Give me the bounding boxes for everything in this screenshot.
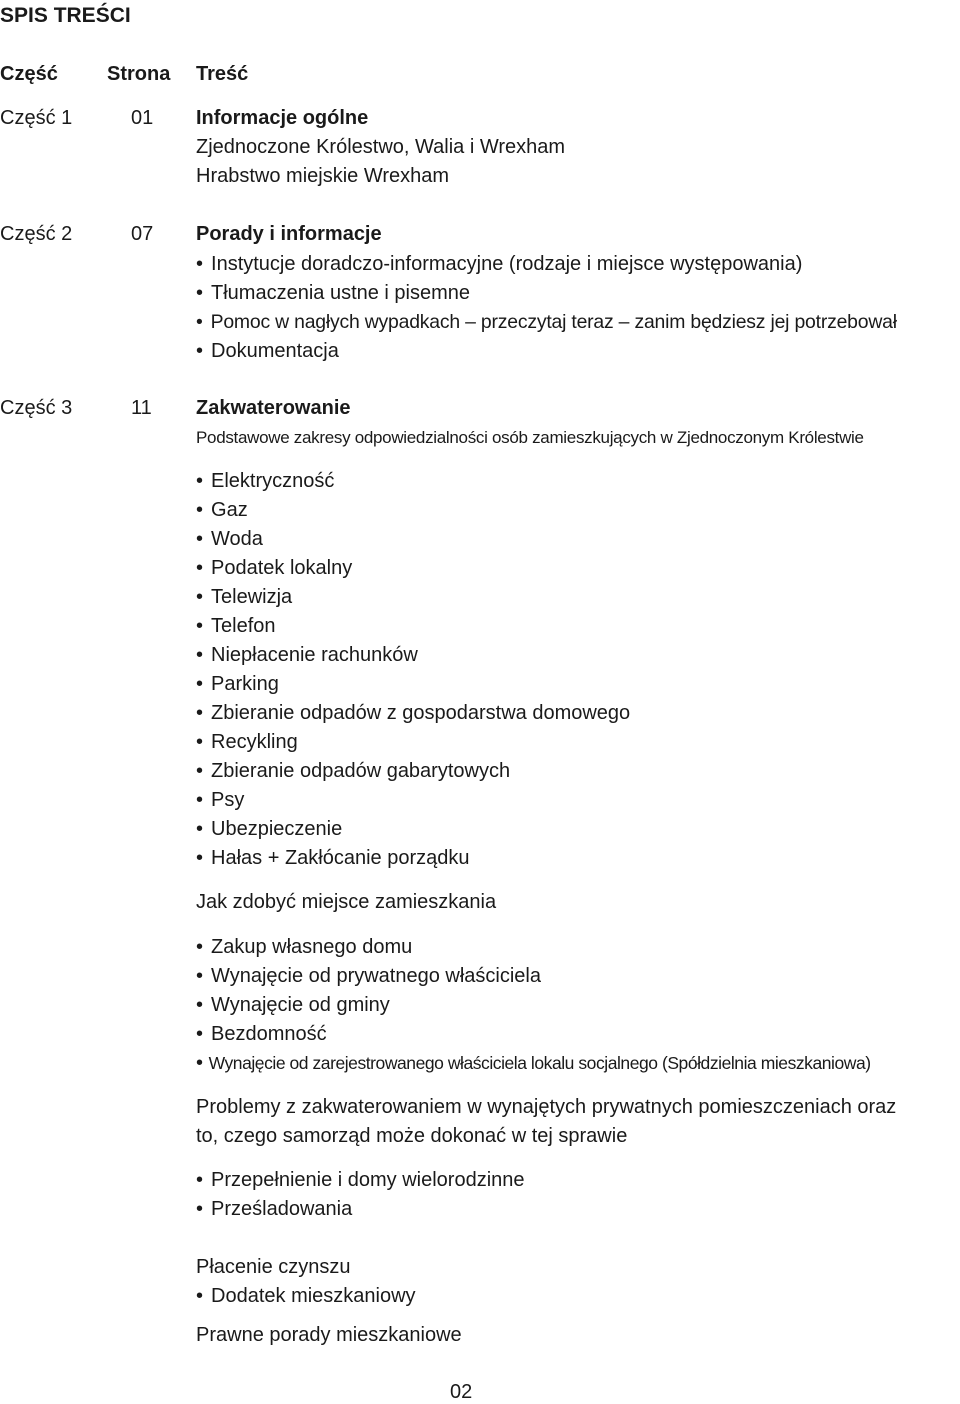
part1-heading: Informacje ogólne (196, 107, 369, 129)
list-item: • Telewizja (196, 585, 292, 609)
list-item: • Instytucje doradczo-informacyjne (rodzaje i miejsce występowania) (196, 252, 802, 276)
part2-page: 07 (131, 223, 154, 245)
header-part: Część (0, 63, 58, 85)
part2-heading: Porady i informacje (196, 223, 382, 245)
list-item: • Gaz (196, 498, 248, 522)
header-page: Strona (107, 63, 171, 85)
list-item (196, 1051, 871, 1075)
part1-page: 01 (131, 107, 154, 129)
list-item: • Dokumentacja (196, 339, 339, 363)
part1-label: Część 1 (0, 107, 73, 129)
section-heading: to, czego samorząd może dokonać w tej sprawie (196, 1125, 628, 1147)
list-item: • Ubezpieczenie (196, 817, 342, 841)
list-item: • Hałas + Zakłócanie porządku (196, 846, 470, 870)
list-item: • Tłumaczenia ustne i pisemne (196, 281, 470, 305)
list-item: • Elektryczność (196, 469, 334, 493)
part2-label: Część 2 (0, 223, 73, 245)
page-title: SPIS TREŚCI (0, 4, 131, 27)
header-content: Treść (196, 63, 249, 85)
list-item: • Bezdomność (196, 1022, 327, 1046)
list-item: • Woda (196, 527, 263, 551)
list-item-text: Wynajęcie od zarejestrowanego właściciela lokalu socjalnego (Spółdzielnia mieszkaniowa) (208, 1053, 871, 1073)
section-heading: Prawne porady mieszkaniowe (196, 1324, 462, 1346)
part3-heading: Zakwaterowanie (196, 397, 351, 419)
list-item: • Prześladowania (196, 1197, 352, 1221)
bullet: • (196, 1052, 204, 1074)
list-item: • Wynajęcie od prywatnego właściciela (196, 964, 541, 988)
list-item: • Zakup własnego domu (196, 935, 412, 959)
list-item: • Pomoc w nagłych wypadkach – przeczytaj teraz – zanim będziesz jej potrzebował (196, 310, 897, 334)
list-item: • Zbieranie odpadów gabarytowych (196, 759, 510, 783)
list-item: • Niepłacenie rachunków (196, 643, 418, 667)
part3-subheading: Podstawowe zakresy odpowiedzialności osób zamieszkujących w Zjednoczonym Królestwie (196, 428, 864, 447)
section-heading: Płacenie czynszu (196, 1256, 351, 1278)
part1-line: Hrabstwo miejskie Wrexham (196, 165, 450, 187)
section-heading: Problemy z zakwaterowaniem w wynajętych prywatnych pomieszczeniach oraz (196, 1096, 897, 1118)
page-number: 02 (450, 1381, 473, 1403)
list-item: • Recykling (196, 730, 298, 754)
part1-line: Zjednoczone Królestwo, Walia i Wrexham (196, 136, 566, 158)
list-item: • Zbieranie odpadów z gospodarstwa domowego (196, 701, 630, 725)
list-item: • Dodatek mieszkaniowy (196, 1284, 416, 1308)
list-item: • Psy (196, 788, 244, 812)
part3-page: 11 (131, 397, 152, 419)
list-item: • Telefon (196, 614, 276, 638)
list-item: • Podatek lokalny (196, 556, 352, 580)
section-heading: Jak zdobyć miejsce zamieszkania (196, 891, 497, 913)
part3-label: Część 3 (0, 397, 73, 419)
list-item: • Parking (196, 672, 279, 696)
list-item: • Przepełnienie i domy wielorodzinne (196, 1168, 525, 1192)
list-item: • Wynajęcie od gminy (196, 993, 390, 1017)
